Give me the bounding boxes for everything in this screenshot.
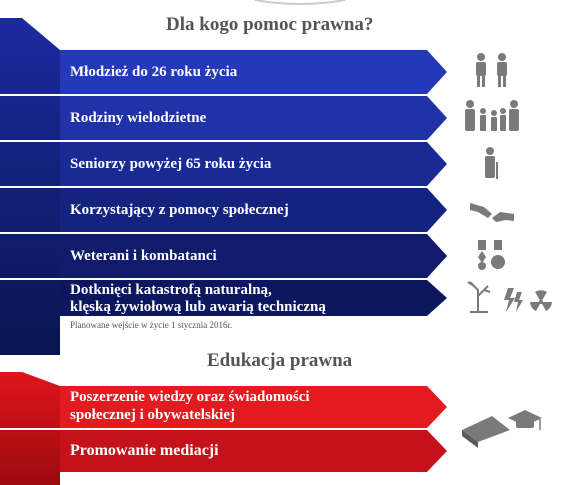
radiation-icon <box>530 290 552 311</box>
medals-icon <box>478 240 505 270</box>
band-label-disaster-line1: Dotknięci katastrofą naturalną, <box>70 282 272 298</box>
senior-icon <box>485 147 498 179</box>
band-label-seniors: Seniorzy powyżej 65 roku życia <box>70 156 272 172</box>
band-label-knowledge-line2: społecznej i obywatelskiej <box>70 407 235 423</box>
band-label-veterans: Weterani i kombatanci <box>70 248 217 264</box>
dead-tree-icon <box>468 282 490 312</box>
effective-date-note: Planowane wejście w życie 1 stycznia 2016r. <box>70 320 233 330</box>
two-people-icon <box>476 53 507 87</box>
band-label-social-assistance: Korzystający z pomocy społecznej <box>70 202 289 218</box>
band-label-mediation: Promowanie mediacji <box>70 442 219 459</box>
band-label-disaster-line2: klęską żywiołową lub awarią techniczną <box>70 299 326 315</box>
family-icon <box>465 100 519 131</box>
book-icon <box>462 416 510 448</box>
band-label-knowledge-line1: Poszerzenie wiedzy oraz świadomości <box>70 389 310 405</box>
graduation-cap-icon <box>508 410 542 430</box>
band-label-youth: Młodzież do 26 roku życia <box>70 64 238 80</box>
section-title-legal-aid: Dla kogo pomoc prawna? <box>166 14 374 35</box>
disaster-icons <box>468 282 552 312</box>
section-title-legal-education: Edukacja prawna <box>207 350 353 371</box>
band-label-large-families: Rodziny wielodzietne <box>70 110 207 126</box>
handshake-icon <box>470 203 514 222</box>
lightning-icon <box>504 288 523 312</box>
book-and-graduation-cap-icon <box>462 410 542 448</box>
top-arc-decoration <box>255 0 345 4</box>
